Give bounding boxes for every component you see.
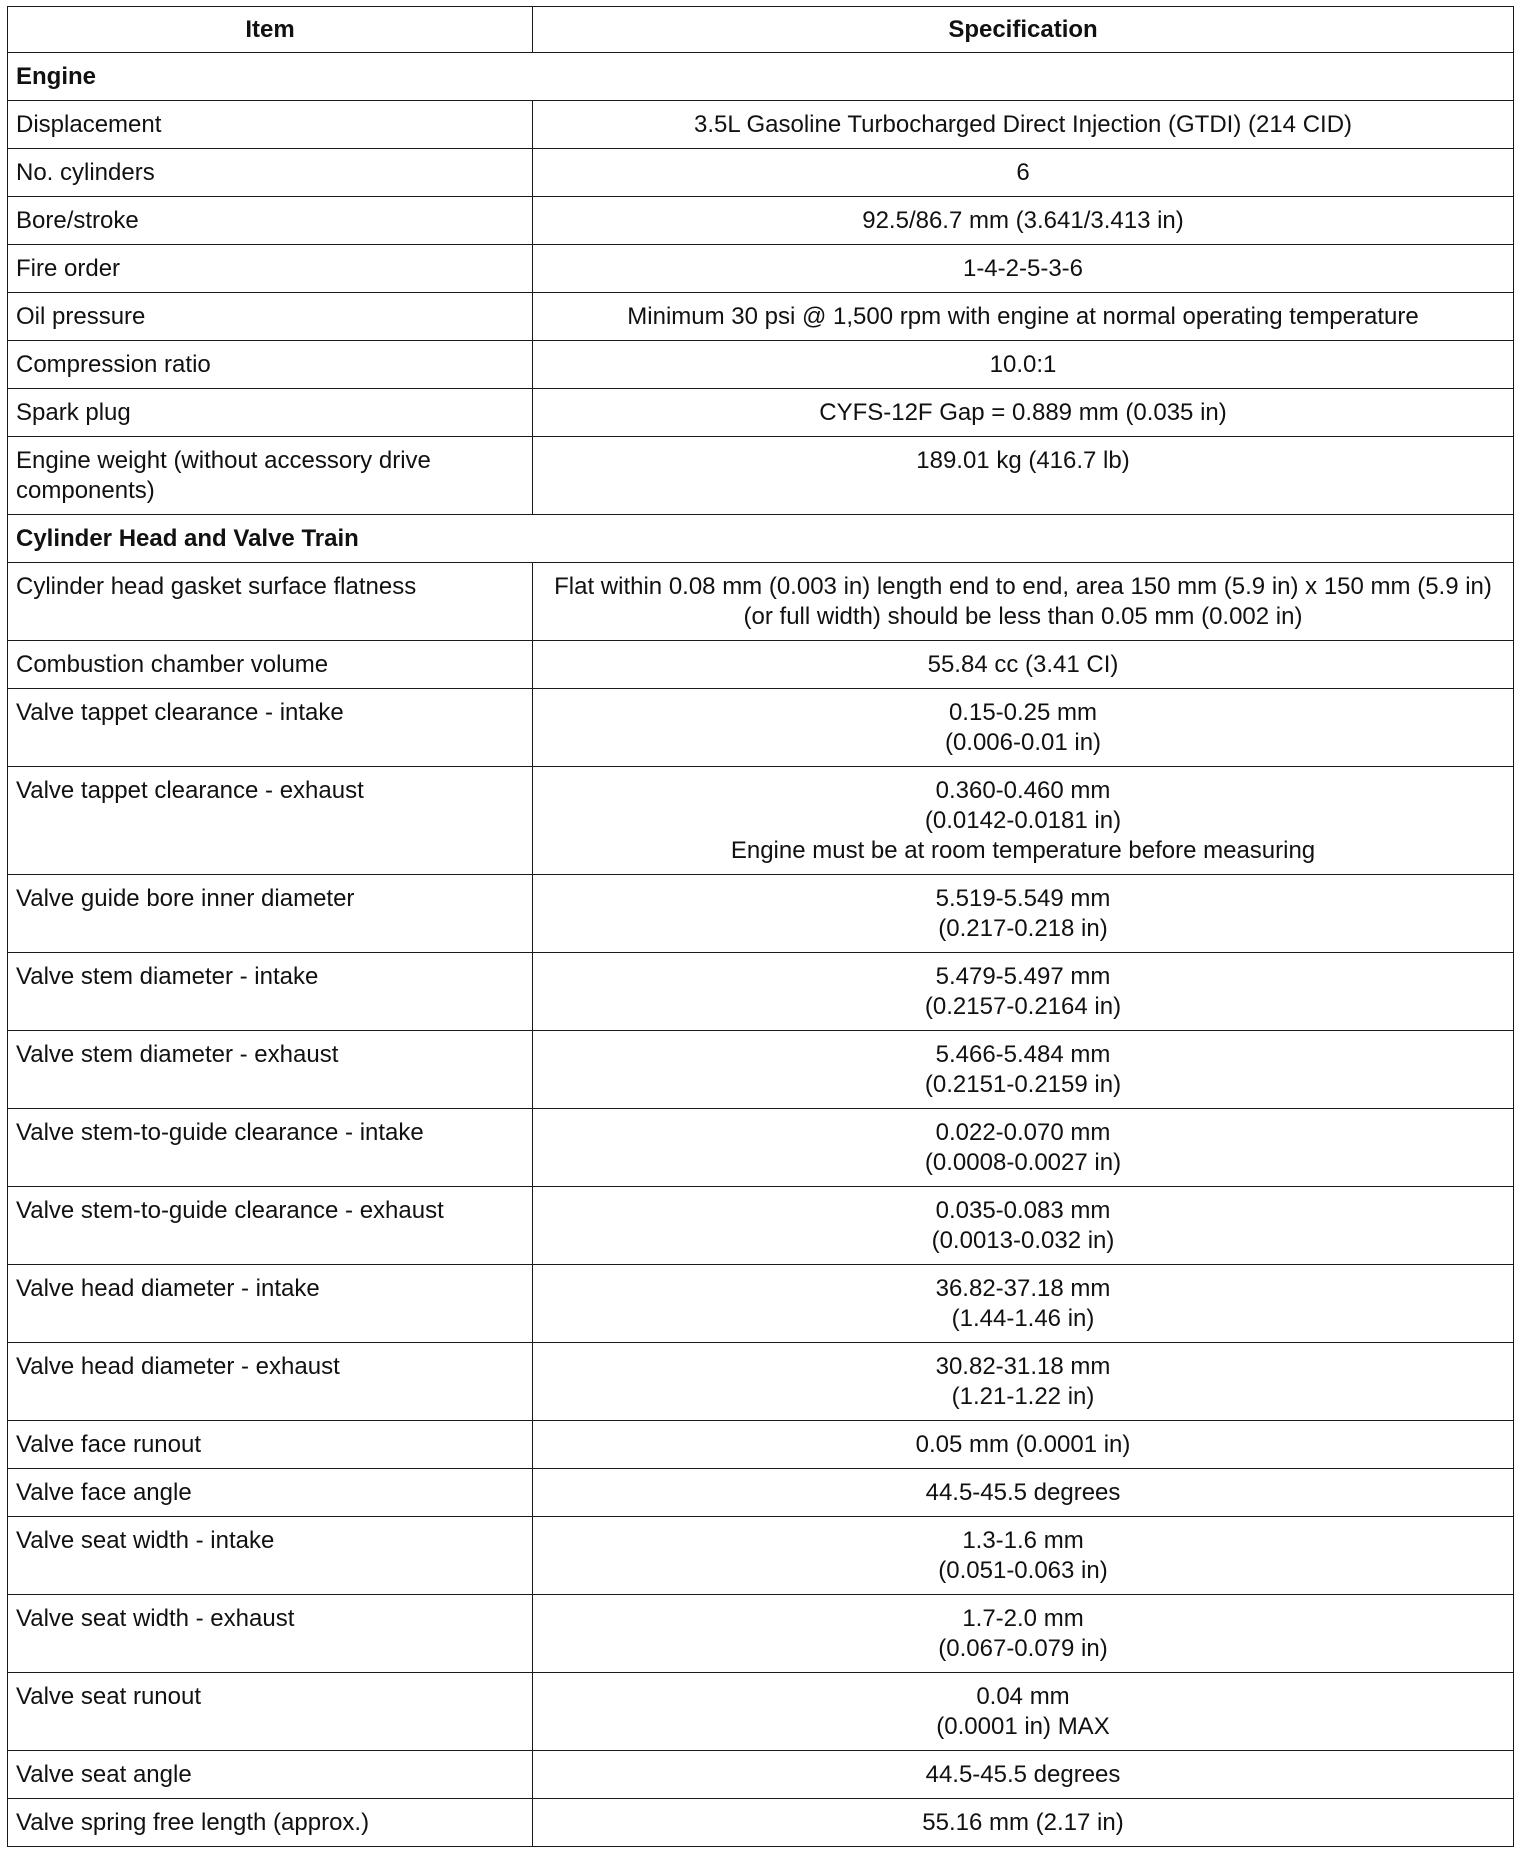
item-cell: Valve guide bore inner diameter xyxy=(8,875,533,953)
specification-line: (0.2151-0.2159 in) xyxy=(924,1071,1122,1098)
specification-cell xyxy=(533,1469,1514,1517)
item-cell: Cylinder head gasket surface flatness xyxy=(8,563,533,641)
specification-cell xyxy=(533,1421,1514,1469)
table-row xyxy=(8,1595,1514,1673)
specification-line: (0.006-0.01 in) xyxy=(944,729,1102,756)
specification-cell xyxy=(533,341,1514,389)
specification-line: 0.15-0.25 mm xyxy=(948,699,1098,726)
specification-line: 0.05 mm (0.0001 in) xyxy=(915,1431,1131,1458)
specification-cell xyxy=(533,1799,1514,1847)
table-row xyxy=(8,1517,1514,1595)
item-cell: Valve seat width - exhaust xyxy=(8,1595,533,1673)
specification-line: 1.7-2.0 mm xyxy=(962,1605,1084,1632)
specification-line: 0.022-0.070 mm xyxy=(935,1119,1111,1146)
item-cell: Valve seat angle xyxy=(8,1751,533,1799)
specification-cell xyxy=(533,875,1514,953)
section-title: Cylinder Head and Valve Train xyxy=(8,515,1514,563)
table-row xyxy=(8,1109,1514,1187)
item-cell: Bore/stroke xyxy=(8,197,533,245)
section-header-row xyxy=(8,515,1514,563)
table-row xyxy=(8,1187,1514,1265)
specification-line: (0.0008-0.0027 in) xyxy=(924,1149,1122,1176)
specification-line: 5.519-5.549 mm xyxy=(935,885,1111,912)
item-cell: Valve tappet clearance - intake xyxy=(8,689,533,767)
specification-line: 189.01 kg (416.7 lb) xyxy=(916,447,1130,474)
specification-line: 0.035-0.083 mm xyxy=(935,1197,1111,1224)
specification-cell xyxy=(533,1343,1514,1421)
table-row xyxy=(8,953,1514,1031)
specification-cell xyxy=(533,1517,1514,1595)
table-row xyxy=(8,1799,1514,1847)
header-row xyxy=(8,7,1514,53)
specification-cell xyxy=(533,689,1514,767)
specification-cell xyxy=(533,1673,1514,1751)
specification-cell xyxy=(533,101,1514,149)
table-row xyxy=(8,1031,1514,1109)
item-cell: Valve stem-to-guide clearance - intake xyxy=(8,1109,533,1187)
specification-cell xyxy=(533,1109,1514,1187)
specification-cell xyxy=(533,563,1514,641)
specification-line: 10.0:1 xyxy=(989,351,1057,378)
specification-line: (1.44-1.46 in) xyxy=(951,1305,1095,1332)
table-row xyxy=(8,641,1514,689)
specification-line: 1.3-1.6 mm xyxy=(962,1527,1084,1554)
specification-line: 92.5/86.7 mm (3.641/3.413 in) xyxy=(862,207,1184,234)
table-row xyxy=(8,437,1514,515)
specification-cell xyxy=(533,1031,1514,1109)
item-cell: Valve face runout xyxy=(8,1421,533,1469)
column-header-specification: Specification xyxy=(533,7,1514,53)
specification-cell xyxy=(533,149,1514,197)
table-row xyxy=(8,563,1514,641)
specification-cell xyxy=(533,245,1514,293)
specification-cell xyxy=(533,641,1514,689)
table-row xyxy=(8,767,1514,875)
item-cell: Valve stem diameter - exhaust xyxy=(8,1031,533,1109)
specification-line: 1-4-2-5-3-6 xyxy=(962,255,1084,282)
item-cell: Valve stem-to-guide clearance - exhaust xyxy=(8,1187,533,1265)
column-header-item: Item xyxy=(8,7,533,53)
item-cell: Valve spring free length (approx.) xyxy=(8,1799,533,1847)
item-cell: Valve seat width - intake xyxy=(8,1517,533,1595)
table-row xyxy=(8,1343,1514,1421)
table-body xyxy=(8,53,1514,1847)
table-row xyxy=(8,689,1514,767)
specification-cell xyxy=(533,953,1514,1031)
specification-line: (0.217-0.218 in) xyxy=(938,915,1108,942)
item-cell: Combustion chamber volume xyxy=(8,641,533,689)
item-cell: Valve tappet clearance - exhaust xyxy=(8,767,533,875)
table-row xyxy=(8,149,1514,197)
specification-line: (1.21-1.22 in) xyxy=(951,1383,1095,1410)
specification-line: Engine must be at room temperature before measuring xyxy=(730,837,1316,864)
table-row xyxy=(8,101,1514,149)
specification-line: 44.5-45.5 degrees xyxy=(925,1761,1121,1788)
item-cell: Valve head diameter - intake xyxy=(8,1265,533,1343)
item-cell: Valve face angle xyxy=(8,1469,533,1517)
specification-line: Flat within 0.08 mm (0.003 in) length end to end, area 150 mm (5.9 in) x 150 mm (5.9 in) (or full width) should be less than 0.05 mm (0.002 in) xyxy=(554,573,1492,630)
specification-line: 5.466-5.484 mm xyxy=(935,1041,1111,1068)
specification-line: 55.16 mm (2.17 in) xyxy=(922,1809,1124,1836)
specification-cell xyxy=(533,197,1514,245)
item-cell: Valve seat runout xyxy=(8,1673,533,1751)
item-cell: Oil pressure xyxy=(8,293,533,341)
specification-line: 30.82-31.18 mm xyxy=(935,1353,1111,1380)
table-row xyxy=(8,1265,1514,1343)
specification-line: 0.360-0.460 mm xyxy=(935,777,1111,804)
item-cell: Engine weight (without accessory drive components) xyxy=(8,437,533,515)
table-row xyxy=(8,341,1514,389)
specification-line: 6 xyxy=(1016,159,1030,186)
specification-line: (0.0013-0.032 in) xyxy=(931,1227,1115,1254)
item-cell: Valve stem diameter - intake xyxy=(8,953,533,1031)
specification-line: (0.067-0.079 in) xyxy=(938,1635,1108,1662)
section-header-row xyxy=(8,53,1514,101)
specification-line: 5.479-5.497 mm xyxy=(935,963,1111,990)
table-row xyxy=(8,1421,1514,1469)
table-row xyxy=(8,1751,1514,1799)
item-cell: Fire order xyxy=(8,245,533,293)
specification-line: Minimum 30 psi @ 1,500 rpm with engine at normal operating temperature xyxy=(627,303,1419,330)
specification-line: 44.5-45.5 degrees xyxy=(925,1479,1121,1506)
table-row xyxy=(8,1673,1514,1751)
table-row xyxy=(8,245,1514,293)
table-row xyxy=(8,293,1514,341)
specification-cell xyxy=(533,1187,1514,1265)
specification-line: 36.82-37.18 mm xyxy=(935,1275,1111,1302)
specification-cell xyxy=(533,1751,1514,1799)
specification-line: CYFS-12F Gap = 0.889 mm (0.035 in) xyxy=(819,399,1227,426)
table-header xyxy=(8,7,1514,53)
specification-cell xyxy=(533,1265,1514,1343)
specification-cell xyxy=(533,1595,1514,1673)
table-row xyxy=(8,197,1514,245)
specification-cell xyxy=(533,767,1514,875)
specification-line: 55.84 cc (3.41 CI) xyxy=(927,651,1119,678)
item-cell: Displacement xyxy=(8,101,533,149)
specification-line: (0.0142-0.0181 in) xyxy=(924,807,1122,834)
table-row xyxy=(8,389,1514,437)
item-cell: Spark plug xyxy=(8,389,533,437)
specification-line: 0.04 mm xyxy=(976,1683,1070,1710)
specification-line: (0.2157-0.2164 in) xyxy=(924,993,1122,1020)
specification-line: 3.5L Gasoline Turbocharged Direct Injection (GTDI) (214 CID) xyxy=(693,111,1353,138)
item-cell: No. cylinders xyxy=(8,149,533,197)
specification-line: (0.0001 in) MAX xyxy=(936,1713,1110,1740)
item-cell: Compression ratio xyxy=(8,341,533,389)
table-row xyxy=(8,1469,1514,1517)
item-cell: Valve head diameter - exhaust xyxy=(8,1343,533,1421)
specification-cell xyxy=(533,437,1514,515)
specification-cell xyxy=(533,389,1514,437)
specification-table xyxy=(7,6,1514,1847)
section-title: Engine xyxy=(8,53,1514,101)
table-row xyxy=(8,875,1514,953)
specification-line: (0.051-0.063 in) xyxy=(938,1557,1108,1584)
specification-cell xyxy=(533,293,1514,341)
